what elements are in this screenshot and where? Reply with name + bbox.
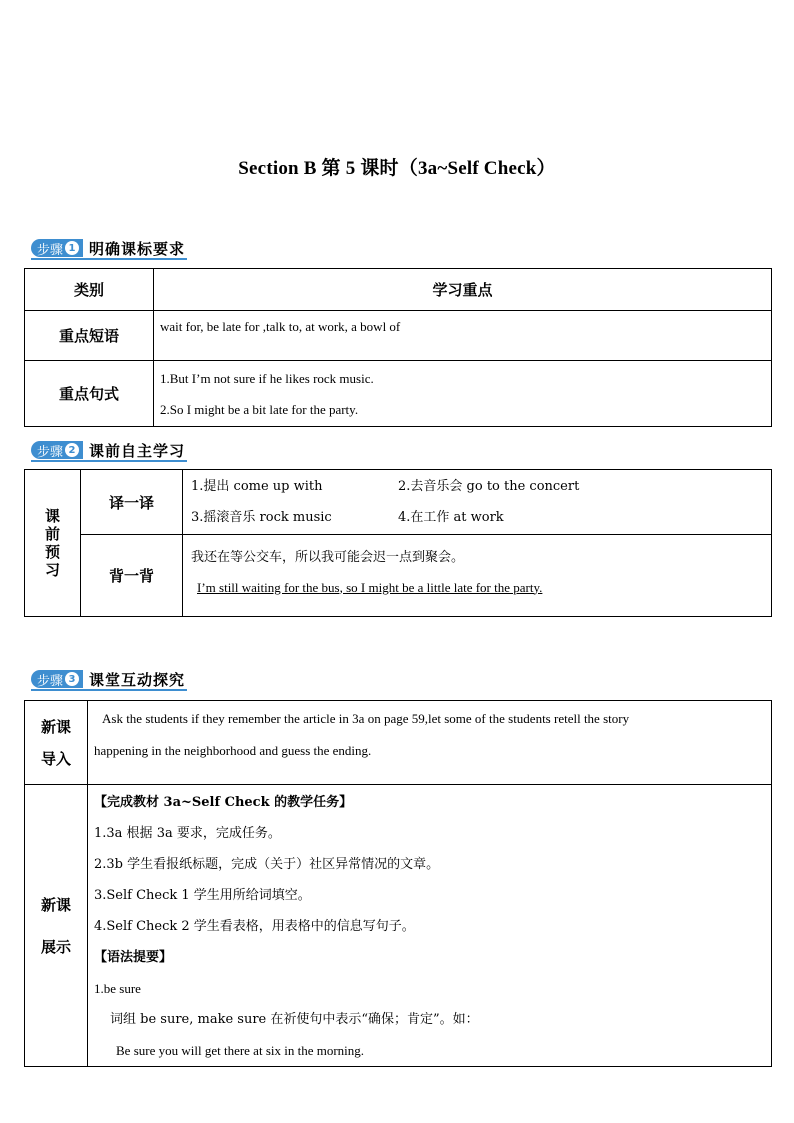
step-1-heading — [31, 238, 185, 258]
step-3-heading — [31, 669, 185, 689]
intro-label-line: 新课 — [40, 717, 71, 736]
step-badge-text: 步骤 — [37, 242, 64, 258]
step-3-badge — [31, 670, 83, 688]
side-char: 课 — [44, 507, 60, 525]
grammar-example: Be sure you will get there at six in the morning. — [116, 1043, 365, 1058]
translate-item-3: 3.摇滚音乐 rock music — [191, 510, 332, 525]
phrases-text: wait for, be late for ,talk to, at work, a bowl of — [160, 319, 401, 334]
show-label — [25, 785, 88, 1067]
translate-item-4: 4.在工作 at work — [398, 510, 504, 525]
recite-cell — [183, 535, 772, 617]
step-number-circle: 2 — [65, 443, 79, 457]
step-number-circle: 3 — [65, 672, 79, 686]
task-4: 4.Self Check 2 学生看表格，用表格中的信息写句子。 — [94, 919, 415, 934]
side-char: 预 — [44, 543, 60, 561]
translate-item-2: 2.去音乐会 go to the concert — [398, 479, 580, 494]
task-2: 2.3b 学生看报纸标题，完成（关于）社区异常情况的文章。 — [94, 857, 440, 872]
sentences-cell — [154, 361, 772, 427]
task-1: 1.3a 根据 3a 要求，完成任务。 — [94, 826, 281, 841]
recite-chinese: 我还在等公交车，所以我可能会迟一点到聚会。 — [191, 549, 465, 565]
translate-cell — [183, 470, 772, 535]
show-label-line: 新课 — [40, 895, 71, 914]
intro-label-line: 导入 — [40, 749, 71, 768]
row-label-phrases: 重点短语 — [25, 311, 154, 361]
step-3-label: 课堂互动探究 — [89, 670, 186, 689]
translate-row-1 — [191, 471, 771, 502]
recite-label: 背一背 — [81, 535, 183, 617]
grammar-explain: 词组 be sure, make sure 在祈使句中表示“确保；肯定”。如： — [110, 1012, 479, 1027]
step-2-badge — [31, 441, 83, 459]
step-1-badge — [31, 239, 83, 257]
intro-cell — [88, 701, 772, 785]
step-2-heading — [31, 440, 185, 460]
sentence-1: 1.But I’m not sure if he likes rock music. — [160, 370, 374, 386]
preview-side-label — [25, 470, 81, 617]
show-label-line: 展示 — [40, 937, 71, 956]
preview-table — [24, 469, 772, 617]
translate-label: 译一译 — [81, 470, 183, 535]
step-2-label: 课前自主学习 — [89, 441, 186, 460]
side-char: 习 — [44, 561, 60, 579]
grammar-heading: 【语法提要】 — [94, 950, 173, 965]
step-underline — [31, 258, 187, 260]
intro-line-1: Ask the students if they remember the article in 3a on page 59,let some of the students retell the story — [102, 711, 630, 726]
step-underline — [31, 689, 187, 691]
recite-english: I’m still waiting for the bus, so I might be a little late for the party. — [197, 579, 543, 595]
page-title: Section B 第 5 课时（3a~Self Check） — [238, 158, 556, 179]
header-focus: 学习重点 — [154, 269, 772, 311]
intro-label — [25, 701, 88, 785]
step-underline — [31, 460, 187, 462]
header-category: 类别 — [25, 269, 154, 311]
translate-row-2 — [191, 502, 771, 533]
grammar-point: 1.be sure — [94, 981, 141, 996]
classroom-table — [24, 700, 772, 1067]
intro-line-2: happening in the neighborhood and guess the ending. — [94, 743, 372, 758]
task-3: 3.Self Check 1 学生用所给词填空。 — [94, 888, 311, 903]
row-label-sentences: 重点句式 — [25, 361, 154, 427]
key-points-table — [24, 268, 772, 427]
step-number-circle: 1 — [65, 241, 79, 255]
task-heading: 【完成教材 3a~Self Check 的教学任务】 — [94, 795, 353, 810]
translate-item-1: 1.提出 come up with — [191, 479, 323, 494]
phrases-cell — [154, 311, 772, 361]
show-cell — [88, 785, 772, 1067]
step-1-label: 明确课标要求 — [89, 239, 186, 258]
step-badge-text: 步骤 — [37, 444, 64, 460]
side-char: 前 — [44, 525, 60, 543]
sentence-2: 2.So I might be a bit late for the party. — [160, 401, 359, 417]
step-badge-text: 步骤 — [37, 673, 64, 689]
